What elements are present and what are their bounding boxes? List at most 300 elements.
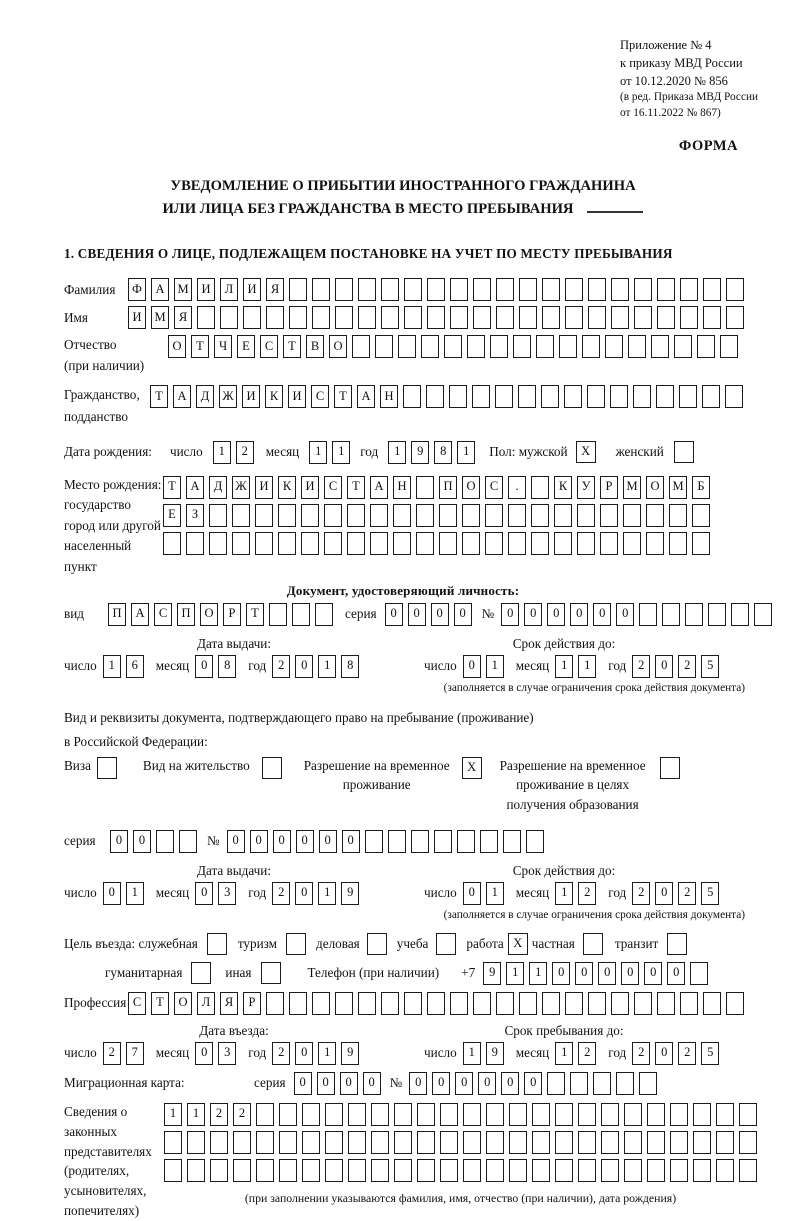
permit-number-cell[interactable] <box>480 830 498 853</box>
birthplace-cell[interactable] <box>370 532 388 555</box>
migcard-series-cell[interactable]: 0 <box>317 1072 335 1095</box>
purpose-official-checkbox-cell[interactable] <box>207 933 227 955</box>
doc-number-cell[interactable] <box>662 603 680 626</box>
representatives-cell[interactable] <box>325 1131 343 1154</box>
doc-valid-year-cell[interactable]: 2 <box>632 655 650 678</box>
surname-cell[interactable] <box>496 278 514 301</box>
temp-residence-checkbox-cell[interactable]: X <box>462 757 482 779</box>
patronymic-cell[interactable]: Т <box>283 335 301 358</box>
profession-cell[interactable] <box>450 992 468 1015</box>
profession-cell[interactable] <box>611 992 629 1015</box>
birthplace-cell[interactable] <box>508 504 526 527</box>
purpose-other-checkbox-cell[interactable] <box>261 962 281 984</box>
representatives-cell[interactable] <box>739 1131 757 1154</box>
profession-cell[interactable] <box>381 992 399 1015</box>
doc-kind-cell[interactable]: А <box>131 603 149 626</box>
surname-cell[interactable] <box>381 278 399 301</box>
firstname-cell[interactable] <box>243 306 261 329</box>
stay-year-cell[interactable]: 5 <box>701 1042 719 1065</box>
purpose-work-checkbox-cell[interactable]: X <box>508 933 528 955</box>
representatives-cell[interactable] <box>624 1103 642 1126</box>
birthplace-cell[interactable]: М <box>669 476 687 499</box>
representatives-cell[interactable] <box>486 1159 504 1182</box>
citizenship-cell[interactable] <box>426 385 444 408</box>
surname-cell[interactable]: И <box>197 278 215 301</box>
surname-cell[interactable] <box>335 278 353 301</box>
patronymic-cell[interactable] <box>421 335 439 358</box>
profession-cell[interactable] <box>565 992 583 1015</box>
birth-year-cell[interactable]: 1 <box>388 441 406 464</box>
birthplace-cell[interactable] <box>347 532 365 555</box>
entry-day-cell[interactable]: 7 <box>126 1042 144 1065</box>
citizenship-cell[interactable] <box>610 385 628 408</box>
firstname-cell[interactable] <box>588 306 606 329</box>
representatives-cell[interactable] <box>371 1159 389 1182</box>
doc-kind-cell[interactable]: П <box>177 603 195 626</box>
permit-number-cell[interactable] <box>388 830 406 853</box>
citizenship-cell[interactable]: Ж <box>219 385 237 408</box>
temp-residence-edu-checkbox-cell[interactable] <box>660 757 680 779</box>
citizenship-cell[interactable]: А <box>357 385 375 408</box>
citizenship-cell[interactable] <box>656 385 674 408</box>
representatives-cell[interactable] <box>210 1131 228 1154</box>
representatives-cell[interactable] <box>417 1159 435 1182</box>
representatives-cell[interactable] <box>716 1159 734 1182</box>
surname-cell[interactable] <box>565 278 583 301</box>
permit-valid-year-cell[interactable]: 2 <box>678 882 696 905</box>
profession-cell[interactable] <box>634 992 652 1015</box>
doc-number-cell[interactable]: 0 <box>570 603 588 626</box>
birthplace-cell[interactable]: А <box>370 476 388 499</box>
birthplace-cell[interactable] <box>347 504 365 527</box>
migcard-number-cell[interactable]: 0 <box>409 1072 427 1095</box>
permit-number-cell[interactable]: 0 <box>319 830 337 853</box>
permit-number-cell[interactable]: 0 <box>227 830 245 853</box>
sex-female-checkbox-cell[interactable] <box>674 441 694 463</box>
representatives-cell[interactable] <box>647 1131 665 1154</box>
profession-cell[interactable] <box>358 992 376 1015</box>
birthplace-cell[interactable]: Р <box>600 476 618 499</box>
profession-cell[interactable] <box>726 992 744 1015</box>
doc-kind-cell[interactable]: О <box>200 603 218 626</box>
birthplace-cell[interactable] <box>485 504 503 527</box>
representatives-cell[interactable] <box>509 1103 527 1126</box>
permit-issue-year-cell[interactable]: 2 <box>272 882 290 905</box>
doc-number-cell[interactable]: 0 <box>547 603 565 626</box>
doc-valid-year-cell[interactable]: 5 <box>701 655 719 678</box>
firstname-cell[interactable] <box>634 306 652 329</box>
profession-cell[interactable]: Я <box>220 992 238 1015</box>
profession-cell[interactable] <box>496 992 514 1015</box>
firstname-cell[interactable] <box>358 306 376 329</box>
firstname-cell[interactable] <box>703 306 721 329</box>
permit-number-cell[interactable]: 0 <box>342 830 360 853</box>
firstname-cell[interactable]: М <box>151 306 169 329</box>
phone-cell[interactable]: 0 <box>598 962 616 985</box>
phone-cell[interactable]: 0 <box>644 962 662 985</box>
doc-valid-day-cell[interactable]: 0 <box>463 655 481 678</box>
patronymic-cell[interactable] <box>605 335 623 358</box>
representatives-cell[interactable] <box>532 1103 550 1126</box>
phone-cell[interactable]: 0 <box>552 962 570 985</box>
representatives-cell[interactable] <box>348 1159 366 1182</box>
birthplace-cell[interactable] <box>554 532 572 555</box>
doc-kind-cell[interactable]: Р <box>223 603 241 626</box>
birthplace-cell[interactable] <box>508 532 526 555</box>
migcard-number-cell[interactable]: 0 <box>501 1072 519 1095</box>
birthplace-cell[interactable] <box>163 532 181 555</box>
profession-cell[interactable] <box>266 992 284 1015</box>
doc-valid-month-cell[interactable]: 1 <box>578 655 596 678</box>
patronymic-cell[interactable] <box>651 335 669 358</box>
representatives-cell[interactable] <box>670 1159 688 1182</box>
citizenship-cell[interactable]: С <box>311 385 329 408</box>
birthplace-cell[interactable]: Н <box>393 476 411 499</box>
birthplace-cell[interactable] <box>439 532 457 555</box>
firstname-cell[interactable] <box>496 306 514 329</box>
birthplace-cell[interactable] <box>416 532 434 555</box>
birthplace-cell[interactable]: У <box>577 476 595 499</box>
surname-cell[interactable] <box>680 278 698 301</box>
representatives-cell[interactable] <box>693 1103 711 1126</box>
permit-valid-month-cell[interactable]: 2 <box>578 882 596 905</box>
citizenship-cell[interactable]: Н <box>380 385 398 408</box>
firstname-cell[interactable]: Я <box>174 306 192 329</box>
representatives-cell[interactable] <box>670 1131 688 1154</box>
doc-number-cell[interactable] <box>639 603 657 626</box>
representatives-cell[interactable] <box>647 1159 665 1182</box>
doc-issue-year-cell[interactable]: 0 <box>295 655 313 678</box>
patronymic-cell[interactable]: О <box>168 335 186 358</box>
representatives-cell[interactable] <box>693 1159 711 1182</box>
purpose-humanitarian-checkbox-cell[interactable] <box>191 962 211 984</box>
birthplace-cell[interactable] <box>531 532 549 555</box>
representatives-cell[interactable] <box>302 1131 320 1154</box>
birthplace-cell[interactable] <box>554 504 572 527</box>
citizenship-cell[interactable]: К <box>265 385 283 408</box>
doc-issue-day-cell[interactable]: 6 <box>126 655 144 678</box>
surname-cell[interactable]: Я <box>266 278 284 301</box>
permit-series-cell[interactable]: 0 <box>133 830 151 853</box>
birth-day-cell[interactable]: 2 <box>236 441 254 464</box>
birthplace-cell[interactable]: К <box>554 476 572 499</box>
representatives-cell[interactable]: 2 <box>210 1103 228 1126</box>
profession-cell[interactable] <box>680 992 698 1015</box>
permit-number-cell[interactable]: 0 <box>296 830 314 853</box>
representatives-cell[interactable] <box>394 1159 412 1182</box>
patronymic-cell[interactable] <box>375 335 393 358</box>
phone-cell[interactable]: 1 <box>529 962 547 985</box>
permit-issue-day-cell[interactable]: 0 <box>103 882 121 905</box>
migcard-number-cell[interactable]: 0 <box>432 1072 450 1095</box>
doc-kind-cell[interactable] <box>269 603 287 626</box>
stay-year-cell[interactable]: 2 <box>632 1042 650 1065</box>
patronymic-cell[interactable] <box>536 335 554 358</box>
representatives-cell[interactable] <box>440 1131 458 1154</box>
doc-number-cell[interactable] <box>708 603 726 626</box>
representatives-cell[interactable] <box>601 1159 619 1182</box>
patronymic-cell[interactable]: В <box>306 335 324 358</box>
birthplace-cell[interactable]: П <box>439 476 457 499</box>
doc-issue-year-cell[interactable]: 1 <box>318 655 336 678</box>
migcard-series-cell[interactable]: 0 <box>294 1072 312 1095</box>
patronymic-cell[interactable] <box>697 335 715 358</box>
birthplace-cell[interactable] <box>232 532 250 555</box>
representatives-cell[interactable] <box>417 1131 435 1154</box>
birthplace-cell[interactable] <box>577 532 595 555</box>
migcard-number-cell[interactable]: 0 <box>455 1072 473 1095</box>
birthplace-cell[interactable] <box>531 476 549 499</box>
representatives-cell[interactable] <box>279 1131 297 1154</box>
sex-male-checkbox-cell[interactable]: X <box>576 441 596 463</box>
doc-number-cell[interactable]: 0 <box>593 603 611 626</box>
surname-cell[interactable] <box>634 278 652 301</box>
stay-year-cell[interactable]: 2 <box>678 1042 696 1065</box>
doc-kind-cell[interactable]: Т <box>246 603 264 626</box>
citizenship-cell[interactable] <box>541 385 559 408</box>
surname-cell[interactable]: А <box>151 278 169 301</box>
firstname-cell[interactable] <box>266 306 284 329</box>
firstname-cell[interactable] <box>381 306 399 329</box>
birthplace-cell[interactable] <box>485 532 503 555</box>
profession-cell[interactable]: С <box>128 992 146 1015</box>
birthplace-cell[interactable] <box>209 532 227 555</box>
birth-day-cell[interactable]: 1 <box>213 441 231 464</box>
representatives-cell[interactable] <box>302 1103 320 1126</box>
surname-cell[interactable] <box>519 278 537 301</box>
doc-number-cell[interactable] <box>731 603 749 626</box>
representatives-cell[interactable] <box>555 1103 573 1126</box>
migcard-number-cell[interactable] <box>616 1072 634 1095</box>
representatives-cell[interactable] <box>601 1131 619 1154</box>
birthplace-cell[interactable]: . <box>508 476 526 499</box>
representatives-cell[interactable] <box>463 1131 481 1154</box>
surname-cell[interactable] <box>703 278 721 301</box>
surname-cell[interactable] <box>404 278 422 301</box>
doc-kind-cell[interactable] <box>292 603 310 626</box>
firstname-cell[interactable] <box>680 306 698 329</box>
surname-cell[interactable] <box>450 278 468 301</box>
profession-cell[interactable]: О <box>174 992 192 1015</box>
birthplace-cell[interactable]: А <box>186 476 204 499</box>
doc-issue-month-cell[interactable]: 0 <box>195 655 213 678</box>
birthplace-cell[interactable]: Ж <box>232 476 250 499</box>
representatives-cell[interactable] <box>509 1159 527 1182</box>
representatives-cell[interactable] <box>187 1159 205 1182</box>
representatives-cell[interactable] <box>578 1131 596 1154</box>
permit-series-cell[interactable] <box>156 830 174 853</box>
birthplace-cell[interactable] <box>692 504 710 527</box>
patronymic-cell[interactable] <box>513 335 531 358</box>
citizenship-cell[interactable]: Т <box>150 385 168 408</box>
citizenship-cell[interactable] <box>449 385 467 408</box>
birthplace-cell[interactable]: О <box>462 476 480 499</box>
representatives-cell[interactable] <box>440 1103 458 1126</box>
surname-cell[interactable]: Л <box>220 278 238 301</box>
birthplace-cell[interactable] <box>255 532 273 555</box>
surname-cell[interactable] <box>473 278 491 301</box>
purpose-transit-checkbox-cell[interactable] <box>667 933 687 955</box>
birthplace-cell[interactable] <box>600 504 618 527</box>
representatives-cell[interactable] <box>210 1159 228 1182</box>
birthplace-cell[interactable]: Т <box>163 476 181 499</box>
patronymic-cell[interactable] <box>398 335 416 358</box>
birthplace-cell[interactable]: И <box>301 476 319 499</box>
birthplace-cell[interactable] <box>301 504 319 527</box>
birthplace-cell[interactable] <box>278 532 296 555</box>
firstname-cell[interactable] <box>450 306 468 329</box>
representatives-cell[interactable] <box>647 1103 665 1126</box>
birthplace-cell[interactable] <box>209 504 227 527</box>
birthplace-cell[interactable]: Т <box>347 476 365 499</box>
birthplace-cell[interactable] <box>646 504 664 527</box>
representatives-cell[interactable] <box>371 1131 389 1154</box>
representatives-cell[interactable] <box>486 1131 504 1154</box>
birthplace-cell[interactable] <box>393 532 411 555</box>
profession-cell[interactable] <box>542 992 560 1015</box>
citizenship-cell[interactable] <box>633 385 651 408</box>
migcard-number-cell[interactable]: 0 <box>524 1072 542 1095</box>
birthplace-cell[interactable] <box>278 504 296 527</box>
representatives-cell[interactable] <box>739 1103 757 1126</box>
representatives-cell[interactable] <box>348 1131 366 1154</box>
purpose-tourism-checkbox-cell[interactable] <box>286 933 306 955</box>
doc-issue-day-cell[interactable]: 1 <box>103 655 121 678</box>
firstname-cell[interactable] <box>726 306 744 329</box>
representatives-cell[interactable] <box>233 1131 251 1154</box>
doc-valid-year-cell[interactable]: 2 <box>678 655 696 678</box>
firstname-cell[interactable] <box>519 306 537 329</box>
birthplace-cell[interactable] <box>416 504 434 527</box>
birth-year-cell[interactable]: 8 <box>434 441 452 464</box>
entry-month-cell[interactable]: 0 <box>195 1042 213 1065</box>
firstname-cell[interactable] <box>404 306 422 329</box>
representatives-cell[interactable] <box>164 1159 182 1182</box>
permit-number-cell[interactable] <box>434 830 452 853</box>
profession-cell[interactable] <box>473 992 491 1015</box>
birthplace-cell[interactable] <box>669 532 687 555</box>
surname-cell[interactable] <box>657 278 675 301</box>
representatives-cell[interactable] <box>394 1131 412 1154</box>
entry-year-cell[interactable]: 9 <box>341 1042 359 1065</box>
representatives-cell[interactable]: 2 <box>233 1103 251 1126</box>
permit-number-cell[interactable] <box>526 830 544 853</box>
representatives-cell[interactable] <box>509 1131 527 1154</box>
permit-number-cell[interactable] <box>503 830 521 853</box>
stay-day-cell[interactable]: 1 <box>463 1042 481 1065</box>
birthplace-cell[interactable]: С <box>485 476 503 499</box>
representatives-cell[interactable] <box>601 1103 619 1126</box>
representatives-cell[interactable] <box>532 1159 550 1182</box>
patronymic-cell[interactable] <box>490 335 508 358</box>
firstname-cell[interactable] <box>220 306 238 329</box>
birthplace-cell[interactable] <box>623 504 641 527</box>
representatives-cell[interactable] <box>348 1103 366 1126</box>
patronymic-cell[interactable] <box>352 335 370 358</box>
doc-issue-year-cell[interactable]: 8 <box>341 655 359 678</box>
surname-cell[interactable] <box>358 278 376 301</box>
birthplace-cell[interactable] <box>416 476 434 499</box>
permit-valid-month-cell[interactable]: 1 <box>555 882 573 905</box>
birth-month-cell[interactable]: 1 <box>309 441 327 464</box>
birthplace-cell[interactable] <box>646 532 664 555</box>
entry-year-cell[interactable]: 1 <box>318 1042 336 1065</box>
birthplace-cell[interactable] <box>462 504 480 527</box>
doc-series-cell[interactable]: 0 <box>385 603 403 626</box>
representatives-cell[interactable] <box>555 1159 573 1182</box>
representatives-cell[interactable] <box>624 1131 642 1154</box>
permit-valid-year-cell[interactable]: 2 <box>632 882 650 905</box>
citizenship-cell[interactable]: И <box>288 385 306 408</box>
representatives-cell[interactable] <box>256 1159 274 1182</box>
patronymic-cell[interactable] <box>674 335 692 358</box>
surname-cell[interactable]: Ф <box>128 278 146 301</box>
representatives-cell[interactable] <box>578 1159 596 1182</box>
representatives-cell[interactable] <box>187 1131 205 1154</box>
permit-number-cell[interactable] <box>411 830 429 853</box>
birth-year-cell[interactable]: 9 <box>411 441 429 464</box>
firstname-cell[interactable]: И <box>128 306 146 329</box>
permit-issue-month-cell[interactable]: 3 <box>218 882 236 905</box>
surname-cell[interactable]: М <box>174 278 192 301</box>
birthplace-cell[interactable] <box>370 504 388 527</box>
birthplace-cell[interactable]: З <box>186 504 204 527</box>
entry-year-cell[interactable]: 0 <box>295 1042 313 1065</box>
permit-issue-year-cell[interactable]: 0 <box>295 882 313 905</box>
representatives-cell[interactable] <box>532 1131 550 1154</box>
birthplace-cell[interactable]: О <box>646 476 664 499</box>
permit-valid-year-cell[interactable]: 0 <box>655 882 673 905</box>
permit-issue-day-cell[interactable]: 1 <box>126 882 144 905</box>
birthplace-cell[interactable]: Б <box>692 476 710 499</box>
patronymic-cell[interactable]: О <box>329 335 347 358</box>
representatives-cell[interactable] <box>578 1103 596 1126</box>
representatives-cell[interactable] <box>325 1103 343 1126</box>
birthplace-cell[interactable] <box>439 504 457 527</box>
representatives-cell[interactable] <box>716 1131 734 1154</box>
firstname-cell[interactable] <box>312 306 330 329</box>
birthplace-cell[interactable] <box>600 532 618 555</box>
phone-cell[interactable]: 9 <box>483 962 501 985</box>
surname-cell[interactable] <box>312 278 330 301</box>
representatives-cell[interactable] <box>164 1131 182 1154</box>
migcard-number-cell[interactable] <box>547 1072 565 1095</box>
birthplace-cell[interactable] <box>186 532 204 555</box>
profession-cell[interactable] <box>289 992 307 1015</box>
permit-issue-year-cell[interactable]: 9 <box>341 882 359 905</box>
migcard-number-cell[interactable] <box>593 1072 611 1095</box>
patronymic-cell[interactable]: Е <box>237 335 255 358</box>
purpose-study-checkbox-cell[interactable] <box>436 933 456 955</box>
birthplace-cell[interactable]: С <box>324 476 342 499</box>
permit-number-cell[interactable] <box>457 830 475 853</box>
representatives-cell[interactable] <box>739 1159 757 1182</box>
doc-kind-cell[interactable]: П <box>108 603 126 626</box>
firstname-cell[interactable] <box>335 306 353 329</box>
birthplace-cell[interactable] <box>577 504 595 527</box>
permit-valid-day-cell[interactable]: 0 <box>463 882 481 905</box>
entry-month-cell[interactable]: 3 <box>218 1042 236 1065</box>
surname-cell[interactable] <box>542 278 560 301</box>
patronymic-cell[interactable] <box>582 335 600 358</box>
birthplace-cell[interactable]: К <box>278 476 296 499</box>
representatives-cell[interactable] <box>256 1103 274 1126</box>
profession-cell[interactable] <box>427 992 445 1015</box>
representatives-cell[interactable] <box>256 1131 274 1154</box>
doc-kind-cell[interactable]: С <box>154 603 172 626</box>
migcard-number-cell[interactable]: 0 <box>478 1072 496 1095</box>
citizenship-cell[interactable] <box>564 385 582 408</box>
